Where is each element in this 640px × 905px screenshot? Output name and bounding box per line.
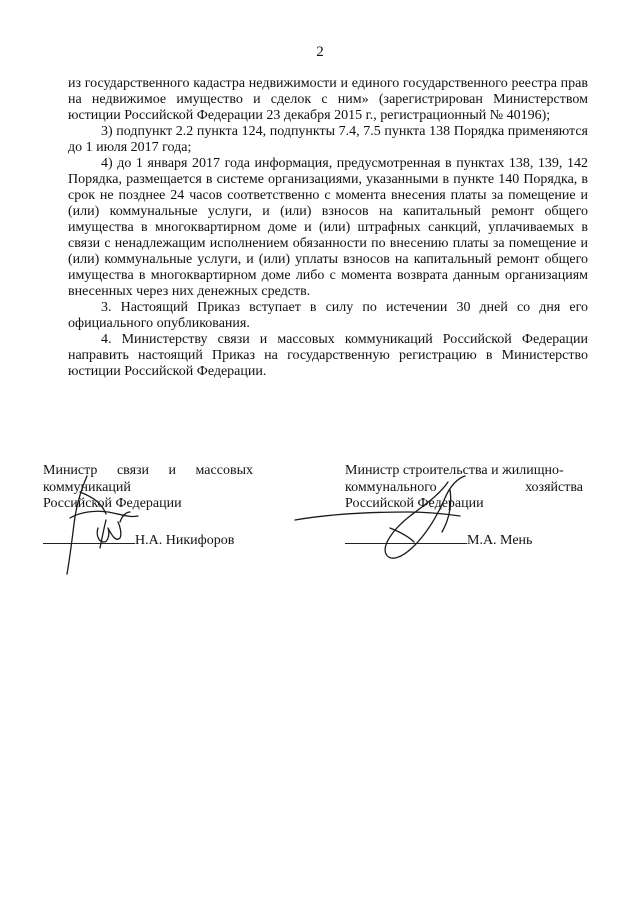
paragraph-continuation: из государственного кадастра недвижимости и единого государственного реестра прав на недвижимое имущество и сделок с ним» (зарегистрирован Министерством юстиции Российской Федерации 23 декабря 2015 г., регистрационный № 40196); [68,76,588,123]
signature-block-left [43,463,253,513]
paragraph-item-3: 3) подпункт 2.2 пункта 124, подпункты 7.4, 7.5 пункта 138 Порядка применяются до 1 июля 2017 года; [68,124,588,155]
right-title-word: хозяйства [525,479,583,495]
page-number: 2 [316,44,324,60]
document-body [68,76,588,380]
left-title-line3: Российской Федерации [43,496,182,511]
left-title-word: Министр [43,463,98,478]
signatory-name-left: Н.А. Никифоров [135,533,235,548]
left-title-word: связи [116,463,150,478]
right-title-line2 [345,480,583,497]
paragraph-clause-4: 4. Министерству связи и массовых коммуникаций Российской Федерации направить настоящий Приказ на государственную регистрацию в Министерство юстиции Российской Федерации. [68,332,588,379]
right-title-line1: Министр строительства и жилищно- [345,463,564,478]
left-title-line1 [43,463,253,480]
left-title-word: и [168,463,177,478]
signature-name-row-left [43,531,234,549]
paragraph-clause-3: 3. Настоящий Приказ вступает в силу по истечении 30 дней со дня его официального опубликования. [68,300,588,331]
signatory-name-right: М.А. Мень [467,533,533,548]
signature-line-left [43,531,135,544]
right-title-line3: Российской Федерации [345,496,484,511]
signature-line-right [345,531,467,544]
right-title-word: коммунального [345,479,437,495]
paragraph-item-4: 4) до 1 января 2017 года информация, предусмотренная в пунктах 138, 139, 142 Порядка, размещается в системе организациями, указанными в пункте 140 Порядка, в срок не позднее 24 часов соответственно с момента внесения платы за помещение и (или) коммунальные услуги, и (или) взносов на капитальный ремонт общего имущества в многоквартирном доме и (или) штрафных санкций, уплачиваемых в связи с ненадлежащим исполнением обязанности по внесению платы за помещение и (или) коммунальные услуги, и (или) уплаты взносов на капитальный ремонт общего имущества в многоквартирном доме либо с момента возврата данным организациям внесенных через них денежных средств. [68,156,588,299]
signature-block-right [345,463,583,513]
left-title-line2: коммуникаций [43,479,131,495]
left-title-word: массовых [195,463,253,478]
signature-name-row-right [345,531,532,549]
